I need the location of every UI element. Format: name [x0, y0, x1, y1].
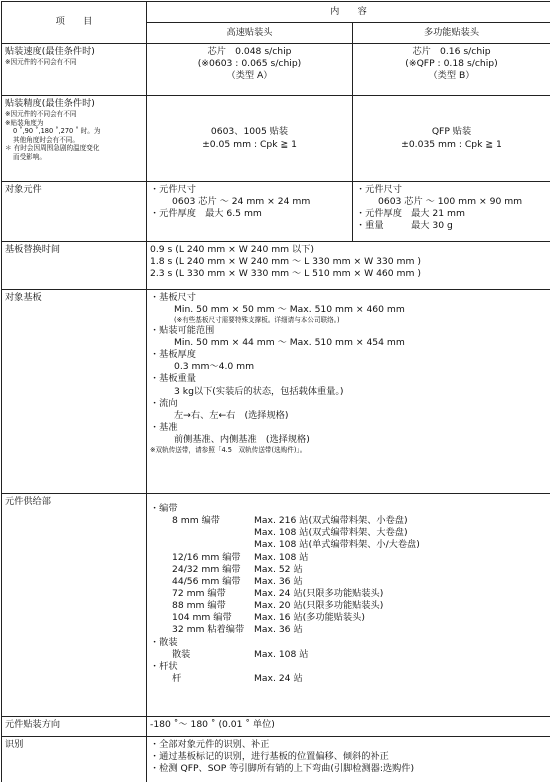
board-cell [147, 290, 550, 494]
row-accuracy [2, 96, 550, 182]
feeder-bulk-row [150, 649, 547, 661]
accuracy-label: 贴装精度(最佳条件时) [5, 98, 95, 109]
accuracy-multi-line: ±0.035 mm : Cpk ≧ 1 [401, 138, 502, 150]
board-change-line: 1.8 s (L 240 mm × W 240 mm ～ L 330 mm × W 330 mm ) [150, 256, 421, 268]
speed-multi-line: （类型 B） [428, 70, 475, 82]
components-multi-line: ・元件尺寸 [356, 184, 402, 195]
feeder-size: 44/56 mm 编带 [172, 575, 241, 587]
header-high-speed-head: 高速贴装头 [147, 23, 353, 44]
feeder-tape-row [150, 552, 547, 564]
feeder-value: Max. 16 站(多功能贴装头) [254, 612, 365, 624]
speed-high-cell [147, 44, 353, 96]
feeder-tape-row [150, 515, 547, 527]
board-reference-note: ※双轨传送带，请参照「4.5 双轨传送带(选购件)」。 [150, 446, 307, 455]
speed-multi-line: 芯片 0.16 s/chip [412, 46, 491, 57]
direction-value: -180 ˚～ 180 ˚ (0.01 ˚ 单位) [147, 717, 550, 737]
speed-high-line: 芯片 0.048 s/chip [207, 46, 292, 57]
row-board [2, 290, 550, 494]
speed-multi-cell [353, 44, 550, 96]
board-reference-value: 前侧基准、内侧基准 (选择规格) [174, 434, 310, 446]
board-thickness-value: 0.3 mm～4.0 mm [174, 361, 255, 373]
board-flow-title: ・流向 [150, 397, 178, 409]
accuracy-note: 而受影响。 [13, 152, 46, 161]
feeder-bulk-title: ・散装 [150, 636, 178, 648]
board-change-cell [147, 242, 550, 290]
feeder-value: Max. 108 站(双式编带料架、大卷盘) [254, 527, 408, 539]
board-change-line: 2.3 s (L 330 mm × W 330 mm ～ L 510 mm × W 460 mm ) [150, 268, 421, 280]
board-thickness-title: ・基板厚度 [150, 349, 196, 361]
feeder-size: 72 mm 编带 [172, 587, 226, 599]
direction-label: 元件贴装方向 [2, 717, 147, 737]
row-direction [2, 717, 550, 737]
accuracy-multi-line: QFP 贴装 [431, 126, 472, 138]
header-item-cell [2, 2, 147, 44]
components-multi-line: ・元件厚度 最大 21 mm [356, 208, 465, 220]
recognition-line: ・通过基板标记的识别，进行基板的位置偏移、倾斜的补正 [150, 751, 389, 763]
board-reference-title: ・基准 [150, 421, 178, 433]
feeder-size: 104 mm 编带 [172, 612, 232, 624]
board-size-value: Min. 50 mm × 50 mm ～ Max. 510 mm × 460 mm [174, 304, 405, 316]
feeder-stick-title: ・杆状 [150, 660, 178, 672]
recognition-line: ・全部对象元件的识别、补正 [150, 739, 270, 750]
header-content-cell [147, 2, 550, 23]
accuracy-note: ※贴装角度为 [5, 118, 44, 127]
board-change-line: 0.9 s (L 240 mm × W 240 mm 以下) [150, 244, 314, 255]
speed-label-cell [2, 44, 147, 96]
feeder-tape-row [150, 624, 547, 636]
recognition-line: ・检测 QFP、SOP 等引脚所有销的上下弯曲(引脚检测器:选购件) [150, 763, 415, 775]
accuracy-high-cell [147, 96, 353, 182]
board-range-value: Min. 50 mm × 44 mm ～ Max. 510 mm × 454 mm [174, 336, 405, 348]
components-multi-line: 0603 芯片 ～ 100 mm × 90 mm [378, 196, 523, 208]
feeder-tape-row [150, 576, 547, 588]
spec-table [1, 1, 550, 782]
components-label: 对象元件 [2, 182, 147, 242]
feeder-value: Max. 216 站(双式编带料架、小卷盘) [254, 515, 408, 527]
feeder-value: Max. 108 站(单式编带料架、小/大卷盘) [254, 539, 420, 551]
header-item: 项 目 [55, 16, 93, 28]
accuracy-multi-cell [353, 96, 550, 182]
row-feeder [2, 494, 550, 717]
feeder-tape-row [150, 600, 547, 612]
feeder-size [150, 539, 254, 551]
feeder-size: 88 mm 编带 [172, 600, 226, 612]
components-high-line: ・元件尺寸 [150, 184, 196, 195]
feeder-value: Max. 108 站 [254, 551, 309, 563]
components-multi-line: ・重量 最大 30 g [356, 220, 453, 232]
feeder-value: Max. 52 站 [254, 563, 303, 575]
feeder-value: Max. 20 站(只限多功能贴装头) [254, 600, 384, 612]
board-label: 对象基板 [2, 290, 147, 494]
feeder-size: 散装 [172, 648, 191, 660]
components-high-line: 0603 芯片 ～ 24 mm × 24 mm [172, 196, 311, 208]
feeder-tape-row [150, 564, 547, 576]
feeder-size: 杆 [172, 672, 182, 684]
recognition-cell [147, 737, 550, 782]
feeder-tape-row [150, 539, 547, 551]
speed-label: 贴装速度(最佳条件时) [5, 46, 95, 57]
feeder-stick-row [150, 673, 547, 685]
accuracy-note: 0 ˚,90 ˚,180 ˚,270 ˚ 时。为 [13, 127, 101, 136]
row-recognition [2, 737, 550, 782]
board-flow-value: 左→右、左←右 (选择规格) [174, 409, 289, 421]
feeder-size: 8 mm 编带 [172, 515, 220, 527]
board-weight-title: ・基板重量 [150, 373, 196, 385]
accuracy-note: ※因元件的不同会有不同 [5, 110, 77, 119]
board-size-note: (※有些基板尺寸需要特殊支撑板。详细请与本公司联络。) [174, 316, 340, 325]
components-high-line: ・元件厚度 最大 6.5 mm [150, 208, 262, 220]
feeder-tape-row [150, 527, 547, 539]
feeder-tape-row [150, 588, 547, 600]
feeder-size: 12/16 mm 编带 [172, 551, 241, 563]
speed-high-line: （类型 A） [226, 70, 273, 82]
board-range-title: ・贴装可能范围 [150, 324, 215, 336]
components-multi-cell [353, 182, 550, 242]
feeder-size: 24/32 mm 编带 [172, 563, 241, 575]
feeder-size [150, 527, 254, 539]
feeder-tape-row [150, 612, 547, 624]
accuracy-label-cell [2, 96, 147, 182]
feeder-value: Max. 24 站(只限多功能贴装头) [254, 587, 384, 599]
feeder-cell [147, 494, 550, 717]
components-high-cell [147, 182, 353, 242]
feeder-value: Max. 36 站 [254, 575, 303, 587]
row-speed [2, 44, 550, 96]
accuracy-high-line: ±0.05 mm : Cpk ≧ 1 [202, 138, 297, 150]
feeder-label: 元件供给部 [2, 494, 147, 717]
board-change-label: 基板替换时间 [2, 242, 147, 290]
accuracy-note: 其他角度时会有不同。 [13, 135, 79, 144]
header-content: 内 容 [330, 5, 367, 17]
speed-high-line: (※0603 : 0.065 s/chip) [197, 58, 302, 70]
board-weight-value: 3 kg以下(实装后的状态，包括载体重量。) [174, 385, 344, 397]
speed-note: ※因元件的不同会有不同 [5, 58, 77, 67]
row-board-change [2, 242, 550, 290]
board-size-title: ・基板尺寸 [150, 292, 196, 303]
feeder-value: Max. 36 站 [254, 624, 303, 636]
feeder-tape-title: ・编带 [150, 503, 178, 514]
feeder-size: 32 mm 粘着编带 [172, 624, 245, 636]
recognition-label: 识别 [2, 737, 147, 782]
accuracy-note: ＊ 有时会因周围急剧的温度变化 [5, 144, 100, 153]
feeder-value: Max. 108 站 [254, 648, 309, 660]
header-multi-function-head: 多功能贴装头 [353, 23, 550, 44]
row-components [2, 182, 550, 242]
accuracy-high-line: 0603、1005 贴装 [210, 126, 289, 138]
feeder-value: Max. 24 站 [254, 672, 303, 684]
speed-multi-line: (※QFP : 0.18 s/chip) [405, 58, 498, 70]
